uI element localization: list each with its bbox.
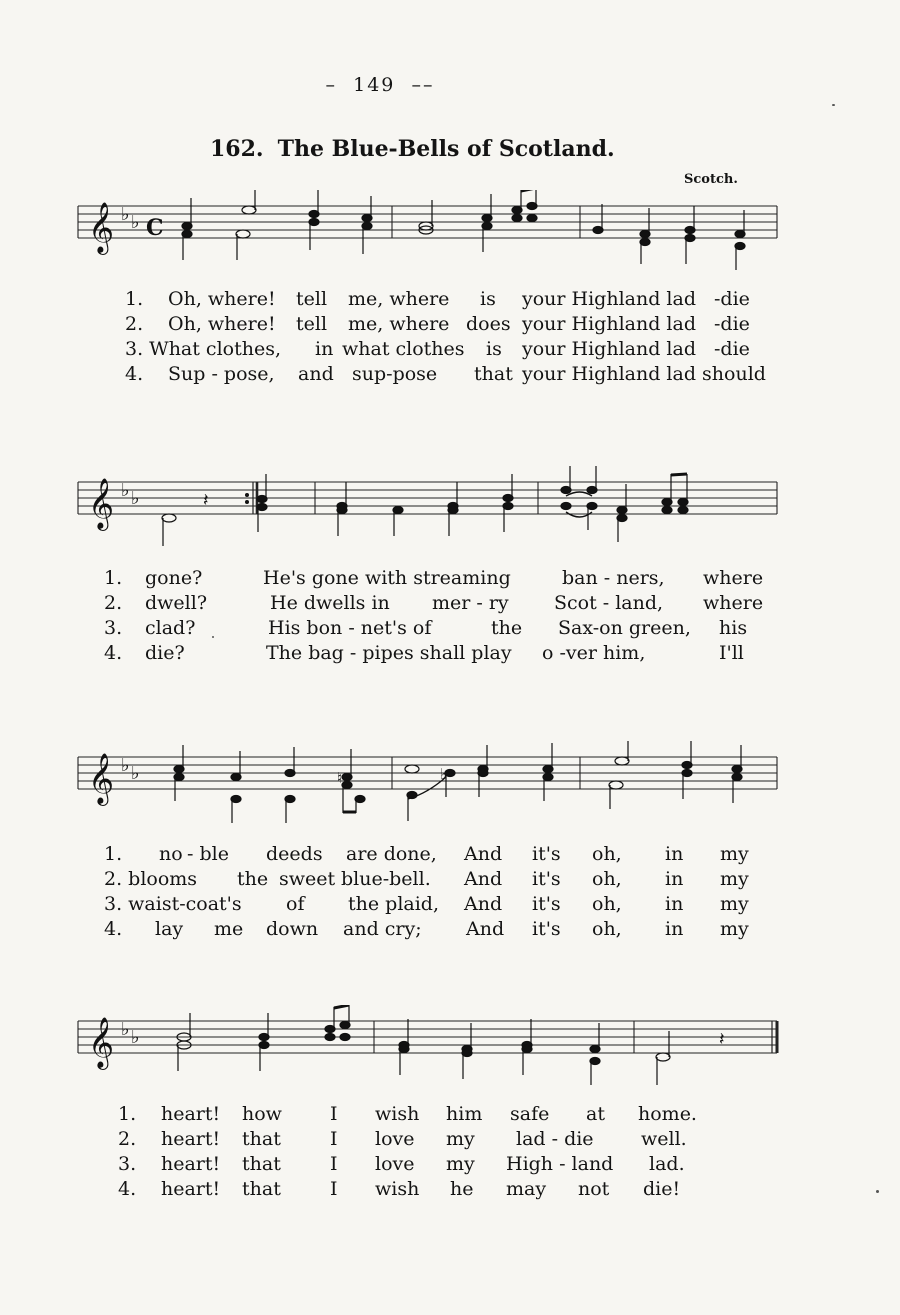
lyric-word: Oh, where!	[168, 313, 276, 335]
lyric-word: in	[665, 868, 684, 890]
verse-line-2	[0, 592, 900, 616]
verse-line-1	[0, 843, 900, 867]
flat-icon: ♭	[131, 488, 140, 509]
lyric-word: that	[242, 1153, 281, 1175]
quarter-rest-icon: 𝄽	[203, 490, 209, 511]
lyric-word: the	[237, 868, 269, 890]
verse-line-3	[0, 1153, 900, 1177]
hymn-title	[210, 136, 615, 162]
flat-icon: ♭	[121, 204, 130, 225]
lyric-word: where	[703, 592, 764, 614]
music-system-2	[0, 466, 900, 676]
lyric-word: he	[450, 1178, 474, 1200]
treble-clef-icon: 𝄞	[88, 1017, 115, 1068]
lyric-word: heart!	[161, 1128, 221, 1150]
lyric-word: And	[466, 918, 505, 940]
lyric-word: And	[464, 843, 503, 865]
lyric-word: clad?	[145, 617, 196, 639]
lyric-word: my	[720, 868, 749, 890]
lyric-word: I	[330, 1178, 338, 1200]
scan-speck	[832, 104, 835, 106]
lyric-word: dwell?	[145, 592, 208, 614]
hymn-title-text: The Blue-Bells of Scotland.	[277, 136, 615, 162]
flat-icon: ♭	[131, 1027, 140, 1048]
lyric-word: love	[375, 1128, 415, 1150]
lyric-word: your Highland lad	[522, 338, 696, 360]
lyric-word: what clothes	[342, 338, 465, 360]
lyric-word: not	[578, 1178, 610, 1200]
flat-icon: ♭	[121, 1019, 130, 1040]
page-number	[0, 74, 760, 96]
lyric-word: I	[330, 1103, 338, 1125]
flat-icon: ♭	[121, 480, 130, 501]
verse-line-3	[0, 617, 900, 641]
lyric-word: 3.	[118, 1153, 137, 1175]
lyric-word: 3. What clothes,	[125, 338, 281, 360]
lyric-word: love	[375, 1153, 415, 1175]
lyric-word: And	[464, 893, 503, 915]
lyric-word: Sax-on green,	[558, 617, 691, 639]
lyric-word: I	[330, 1153, 338, 1175]
lyric-word: 1.	[104, 843, 123, 865]
lyric-word: him	[446, 1103, 483, 1125]
lyric-word: where	[703, 567, 764, 589]
lyric-word: at	[586, 1103, 605, 1125]
lyric-word: oh,	[592, 868, 622, 890]
lyric-word: ban - ners,	[562, 567, 665, 589]
lyric-word: sup-pose	[352, 363, 438, 385]
lyric-word: wish	[375, 1103, 420, 1125]
lyric-word: Oh, where!	[168, 288, 276, 310]
verse-line-1	[0, 1103, 900, 1127]
lyric-word: 2. blooms	[104, 868, 198, 890]
lyric-word: is	[486, 338, 502, 360]
music-staff-3	[0, 741, 900, 841]
lyric-word: oh,	[592, 918, 622, 940]
lyric-word: Scot - land,	[554, 592, 664, 614]
lyric-word: lad - die	[516, 1128, 594, 1150]
common-time-icon: C	[146, 215, 164, 241]
lyric-word: well.	[641, 1128, 687, 1150]
lyric-word: the	[491, 617, 523, 639]
lyric-word: die?	[145, 642, 185, 664]
lyric-word: the plaid,	[348, 893, 440, 915]
verse-line-4	[0, 918, 900, 942]
lyric-word: my	[720, 893, 749, 915]
lyric-word: I	[330, 1128, 338, 1150]
lyric-word: lad.	[649, 1153, 685, 1175]
lyric-word: your Highland lad should	[522, 363, 766, 385]
music-system-4	[0, 1005, 900, 1215]
lyric-word: -die	[714, 288, 750, 310]
lyric-word: your Highland lad	[522, 288, 696, 310]
verse-line-2	[0, 1128, 900, 1152]
flat-icon: ♭	[131, 212, 140, 233]
lyric-word: his	[719, 617, 748, 639]
lyric-word: lay	[155, 918, 184, 940]
lyric-word: - ble	[187, 843, 229, 865]
lyric-word: And	[464, 868, 503, 890]
scan-speck	[876, 1190, 879, 1193]
flat-icon: ♭	[440, 765, 448, 783]
lyric-word: it's	[532, 868, 561, 890]
lyric-word: me	[214, 918, 244, 940]
lyric-word: of	[286, 893, 305, 915]
lyric-word: oh,	[592, 843, 622, 865]
lyric-word: down	[266, 918, 319, 940]
page-number-value: 149	[353, 74, 396, 96]
music-staff-4	[0, 1005, 900, 1105]
lyric-word: are done,	[346, 843, 437, 865]
lyric-word: in	[315, 338, 334, 360]
lyric-word: I'll	[719, 642, 744, 664]
lyric-word: 4.	[118, 1178, 137, 1200]
lyric-word: die!	[643, 1178, 681, 1200]
treble-clef-icon: 𝄞	[88, 753, 115, 804]
lyric-word: that	[242, 1178, 281, 1200]
page-number-dash-right: ––	[395, 74, 435, 96]
lyric-word: in	[665, 893, 684, 915]
lyric-word: may	[506, 1178, 547, 1200]
lyric-word: blue-bell.	[341, 868, 431, 890]
verse-line-3	[0, 893, 900, 917]
music-system-3	[0, 741, 900, 951]
lyric-word: 1.	[118, 1103, 137, 1125]
lyric-word: sweet	[279, 868, 336, 890]
verse-line-1	[0, 567, 900, 591]
verse-line-2	[0, 313, 900, 337]
lyric-word: gone?	[145, 567, 203, 589]
lyric-word: and	[298, 363, 334, 385]
lyric-word: my	[720, 918, 749, 940]
hymn-origin: Scotch.	[684, 172, 738, 187]
lyric-word: me, where	[348, 313, 450, 335]
lyric-word: 1.	[104, 567, 123, 589]
lyric-word: no	[159, 843, 183, 865]
music-system-1	[0, 190, 900, 390]
music-staff-1	[0, 190, 900, 280]
lyric-word: mer - ry	[432, 592, 509, 614]
verse-line-1	[0, 288, 900, 312]
lyric-word: 4.	[104, 642, 123, 664]
lyric-word: it's	[532, 918, 561, 940]
lyric-word: your Highland lad	[522, 313, 696, 335]
lyric-word: my	[446, 1128, 475, 1150]
verse-line-4	[0, 363, 900, 387]
lyric-word: my	[446, 1153, 475, 1175]
verse-line-4	[0, 642, 900, 666]
lyric-word: my	[720, 843, 749, 865]
natural-icon: ♮	[337, 769, 343, 787]
lyric-word: it's	[532, 893, 561, 915]
lyric-word: that	[242, 1128, 281, 1150]
lyric-word: 2.	[104, 592, 123, 614]
flat-icon: ♭	[131, 763, 140, 784]
verse-line-2	[0, 868, 900, 892]
lyric-word: does	[466, 313, 511, 335]
lyric-word: o -ver him,	[542, 642, 646, 664]
lyric-word: heart!	[161, 1103, 221, 1125]
lyric-word: is	[480, 288, 496, 310]
lyric-word: 4.	[104, 918, 123, 940]
lyric-word: safe	[510, 1103, 550, 1125]
treble-clef-icon: 𝄞	[88, 202, 115, 253]
lyric-word: 4.	[125, 363, 144, 385]
lyric-word: 1.	[125, 288, 144, 310]
lyric-word: in	[665, 843, 684, 865]
scan-speck	[212, 636, 214, 638]
verse-line-4	[0, 1178, 900, 1202]
treble-clef-icon: 𝄞	[88, 478, 115, 529]
lyric-word: wish	[375, 1178, 420, 1200]
lyric-word: tell	[296, 288, 328, 310]
lyric-word: and cry;	[343, 918, 422, 940]
lyric-word: 3.	[104, 617, 123, 639]
lyric-word: 2.	[125, 313, 144, 335]
quarter-rest-icon: 𝄽	[719, 1029, 725, 1050]
lyric-word: -die	[714, 313, 750, 335]
music-staff-2	[0, 466, 900, 566]
verse-line-3	[0, 338, 900, 362]
lyric-word: High - land	[506, 1153, 614, 1175]
lyric-word: He's gone with streaming	[263, 567, 511, 589]
lyric-word: tell	[296, 313, 328, 335]
lyric-word: how	[242, 1103, 282, 1125]
lyric-word: His bon - net's of	[268, 617, 432, 639]
lyric-word: -die	[714, 338, 750, 360]
lyric-word: 3. waist-coat's	[104, 893, 242, 915]
lyric-word: heart!	[161, 1153, 221, 1175]
lyric-word: in	[665, 918, 684, 940]
flat-icon: ♭	[121, 755, 130, 776]
lyric-word: The bag - pipes shall play	[266, 642, 512, 664]
lyric-word: it's	[532, 843, 561, 865]
lyric-word: 2.	[118, 1128, 137, 1150]
lyric-word: heart!	[161, 1178, 221, 1200]
lyric-word: me, where	[348, 288, 450, 310]
lyric-word: home.	[638, 1103, 697, 1125]
lyric-word: deeds	[266, 843, 323, 865]
lyric-word: oh,	[592, 893, 622, 915]
lyric-word: Sup - pose,	[168, 363, 275, 385]
page-number-dash-left: –	[325, 74, 354, 96]
lyric-word: He dwells in	[270, 592, 390, 614]
hymn-number: 162.	[210, 136, 264, 162]
lyric-word: that	[474, 363, 513, 385]
